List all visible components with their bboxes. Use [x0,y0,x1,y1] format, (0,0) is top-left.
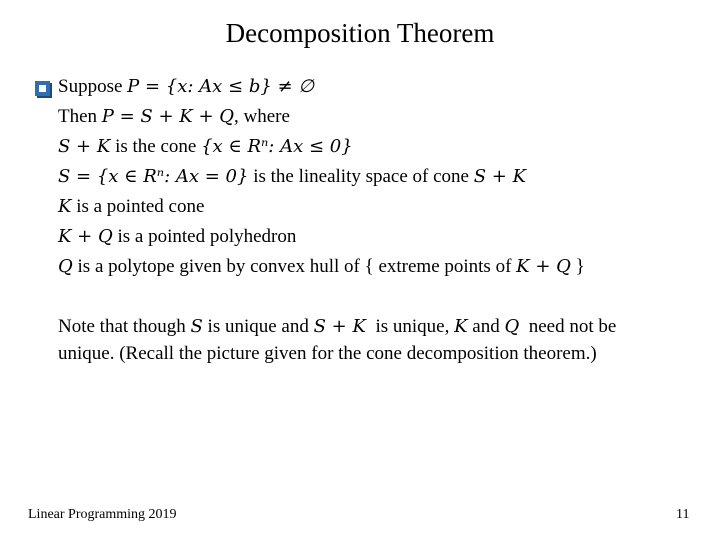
math-expression: K + Q [58,226,113,247]
bullet-line-polytope: Q is a polytope given by convex hull of { extreme points of K + Q } [58,256,585,277]
page-number: 11 [676,507,690,522]
math-expression: P = {x: Ax ≤ b} ≠ ∅ [127,76,315,97]
bullet-line-suppose: Suppose P = {x: Ax ≤ b} ≠ ∅ [58,76,315,97]
math-expression: S = {x ∈ Rⁿ: Ax = 0} [58,166,249,187]
math-expression: K [58,196,72,217]
bullet-line-then: Then P = S + K + Q, where [58,106,290,127]
bullet-line-pointed-polyhedron: K + Q is a pointed polyhedron [58,226,297,247]
slide-title: Decomposition Theorem [225,18,495,48]
bullet-line-pointed-cone: K is a pointed cone [58,196,205,217]
bullet-line-cone: S + K is the cone {x ∈ Rⁿ: Ax ≤ 0} [58,136,353,157]
note-line-2: unique. (Recall the picture given for the cone decomposition theorem.) [58,343,597,364]
math-expression: Q [58,256,73,277]
math-expression: {x ∈ Rⁿ: Ax ≤ 0} [201,136,353,157]
footer-course: Linear Programming 2019 [28,507,177,522]
math-expression: K + Q [516,256,571,277]
note-line-1: Note that though S is unique and S + K is unique, K and Q need not be [58,316,617,337]
math-expression: P = S + K + Q [101,106,235,127]
square-bullet-icon [35,81,50,96]
math-expression: S + K [58,136,111,157]
bullet-line-lineality: S = {x ∈ Rⁿ: Ax = 0} is the lineality space of cone S + K [58,166,527,187]
math-expression: S + K [473,166,527,187]
